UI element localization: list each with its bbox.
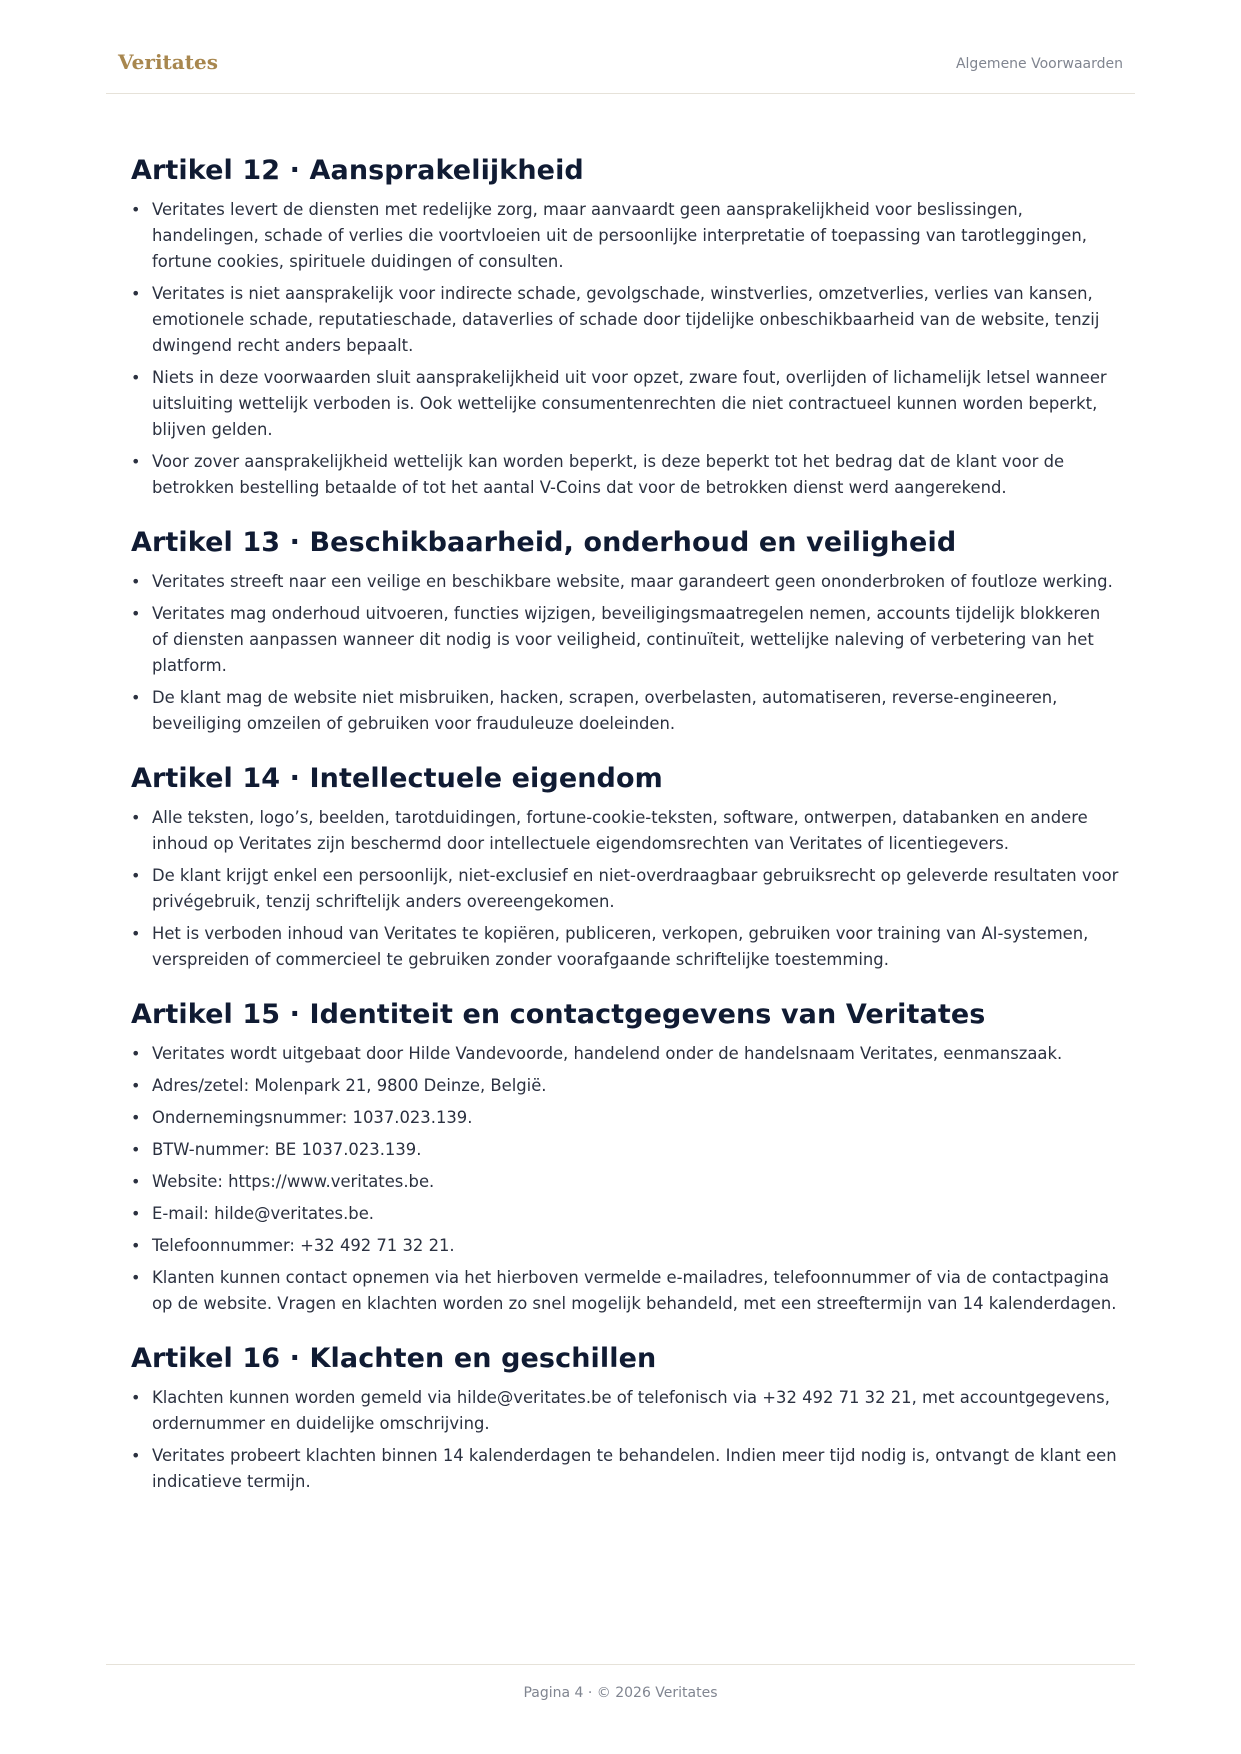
main-content [131,154,1121,1520]
list-item: • Voor zover aansprakelijkheid wettelijk kan worden beperkt, is deze beperkt tot het bedrag dat de klant voor de betrokken bestelling betaalde of tot het aantal V-Coins dat voor de betrokken dienst werd aangerekend. [131,449,1121,501]
list-item: • Alle teksten, logo’s, beelden, tarotduidingen, fortune-cookie-teksten, software, ontwerpen, databanken en andere inhoud op Veritates zijn beschermd door intellectuele eigendomsrechten van Veritates of licentiegevers. [131,805,1121,857]
article-section [131,526,1121,737]
list-item: • Klachten kunnen worden gemeld via hilde@veritates.be of telefonisch via +32 492 71 32 21, met accountgegevens, ordernummer en duidelijke omschrijving. [131,1385,1121,1437]
list-item: • Adres/zetel: Molenpark 21, 9800 Deinze, België. [131,1073,1121,1099]
list-item: • E-mail: hilde@veritates.be. [131,1201,1121,1227]
article-section [131,762,1121,973]
footer-divider [106,1664,1135,1665]
list-item: • Veritates levert de diensten met redelijke zorg, maar aanvaardt geen aansprakelijkheid voor beslissingen, handelingen, schade of verlies die voortvloeien uit de persoonlijke interpretatie of toepassing van tarotleggingen, fortune cookies, spirituele duidingen of consulten. [131,197,1121,275]
list-item: • Ondernemingsnummer: 1037.023.139. [131,1105,1121,1131]
article-list [131,1385,1121,1495]
document-label: Algemene Voorwaarden [955,56,1123,72]
list-item: • De klant krijgt enkel een persoonlijk, niet-exclusief en niet-overdraagbaar gebruiksrecht op geleverde resultaten voor privégebruik, tenzij schriftelijk anders overeengekomen. [131,863,1121,915]
list-item: • BTW-nummer: BE 1037.023.139. [131,1137,1121,1163]
page-header [106,0,1135,94]
page-footer: Pagina 4 · © 2026 Veritates [523,1685,718,1701]
article-section [131,154,1121,501]
article-title: Artikel 12 · Aansprakelijkheid [131,155,584,186]
list-item: • Niets in deze voorwaarden sluit aansprakelijkheid uit voor opzet, zware fout, overlijden of lichamelijk letsel wanneer uitsluiting wettelijk verboden is. Ook wettelijke consumentenrechten die niet contractueel kunnen worden beperkt, blijven gelden. [131,365,1121,443]
article-title: Artikel 15 · Identiteit en contactgegevens van Veritates [131,999,986,1030]
list-item: • Veritates streeft naar een veilige en beschikbare website, maar garandeert geen ononderbroken of foutloze werking. [131,569,1121,595]
list-item: • Telefoonnummer: +32 492 71 32 21. [131,1233,1121,1259]
list-item: • Het is verboden inhoud van Veritates te kopiëren, publiceren, verkopen, gebruiken voor training van AI-systemen, verspreiden of commercieel te gebruiken zonder voorafgaande schriftelijke toestemming. [131,921,1121,973]
article-list [131,569,1121,737]
article-list [131,197,1121,501]
list-item: • De klant mag de website niet misbruiken, hacken, scrapen, overbelasten, automatiseren, reverse-engineeren, beveiliging omzeilen of gebruiken voor frauduleuze doeleinden. [131,685,1121,737]
article-list [131,1041,1121,1317]
list-item: • Veritates probeert klachten binnen 14 kalenderdagen te behandelen. Indien meer tijd nodig is, ontvangt de klant een indicatieve termijn. [131,1443,1121,1495]
article-title: Artikel 13 · Beschikbaarheid, onderhoud en veiligheid [131,527,957,558]
brand-logo: Veritates [118,50,218,74]
article-title: Artikel 16 · Klachten en geschillen [131,1343,657,1374]
list-item: • Veritates mag onderhoud uitvoeren, functies wijzigen, beveiligingsmaatregelen nemen, accounts tijdelijk blokkeren of diensten aanpassen wanneer dit nodig is voor veiligheid, continuïteit, wettelijke naleving of verbetering van het platform. [131,601,1121,679]
article-list [131,805,1121,973]
article-section [131,998,1121,1317]
list-item: • Website: https://www.veritates.be. [131,1169,1121,1195]
list-item: • Klanten kunnen contact opnemen via het hierboven vermelde e-mailadres, telefoonnummer of via de contactpagina op de website. Vragen en klachten worden zo snel mogelijk behandeld, met een streeftermijn van 14 kalenderdagen. [131,1265,1121,1317]
article-section [131,1342,1121,1495]
article-title: Artikel 14 · Intellectuele eigendom [131,763,663,794]
list-item: • Veritates is niet aansprakelijk voor indirecte schade, gevolgschade, winstverlies, omzetverlies, verlies van kansen, emotionele schade, reputatieschade, dataverlies of schade door tijdelijke onbeschikbaarheid van de website, tenzij dwingend recht anders bepaalt. [131,281,1121,359]
list-item: • Veritates wordt uitgebaat door Hilde Vandevoorde, handelend onder de handelsnaam Veritates, eenmanszaak. [131,1041,1121,1067]
